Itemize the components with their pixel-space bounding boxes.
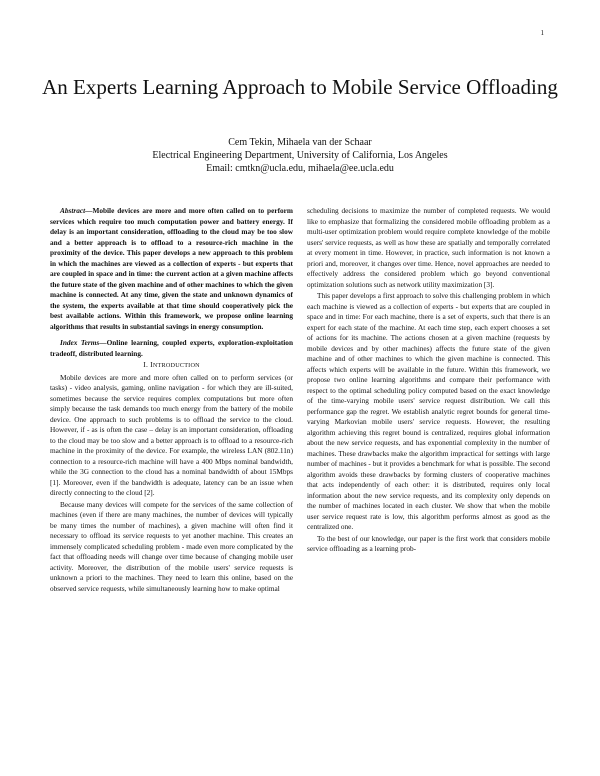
author-email: Email: cmtkn@ucla.edu, mihaela@ee.ucla.edu — [206, 163, 394, 174]
section-title-rest: NTRODUCTION — [152, 362, 200, 369]
body-paragraph: To the best of our knowledge, our paper is the first work that considers mobile service offloading as a learning prob- — [307, 533, 550, 553]
section-heading-introduction — [50, 360, 293, 372]
section-title-initial: I — [150, 360, 153, 369]
abstract — [50, 206, 293, 332]
paper-title: An Experts Learning Approach to Mobile Service Offloading — [42, 75, 558, 99]
body-paragraph: Mobile devices are more and more often called on to perform services (or tasks) - video analysis, gaming, online navigation - for which they are ill-suited, sometimes because the service requires complex computations but more often simply because the task demands too much energy from the battery of the mobile device. One approach to such problems is to offload the service to the cloud. However, if - as is often the case – delay is an important consideration, offloading to the cloud may be too slow and a better approach is to offload to a resource-rich machine in the proximity of the device. For example, the wireless LAN (802.11n) connection to a resource-rich machine will have a 400 Mbps nominal bandwidth, while the 3G connection to the cloud has a nominal bandwidth of about 15Mbps [1]. Moreover, even if the bandwidth is adequate, latency can be an issue when directly connecting to the cloud [2]. — [50, 372, 293, 497]
index-terms — [50, 338, 293, 359]
author-affiliation: Electrical Engineering Department, University of California, Los Angeles — [152, 150, 448, 161]
body-paragraph: Because many devices will compete for the services of the same collection of machines (even if there are many machines, the number of devices will typically be many times the number of machines), a given machine will often find it necessary to offload its service requests to yet another machine. This creates an immensely complicated scheduling problem - made even more complicated by the fact that offloading needs will change over time because of changing mobile user activity. Moreover, the distribution of the mobile users' service requests is unknown a priori to the machines. They need to learn this online, based on the observed service requests, while simultaneously learning how to make optimal — [50, 499, 293, 593]
author-block — [40, 136, 560, 175]
index-terms-text: —Online learning, coupled experts, exploration-exploitation tradeoff, distributed learning. — [50, 338, 294, 358]
index-terms-label: Index Terms — [60, 338, 100, 347]
body-paragraph: This paper develops a first approach to solve this challenging problem in which each machine is viewed as a collection of experts - but experts that are coupled in space and in time: For each machine, there is a set of experts, such that there is an expert for each state of the machine. At each time step, each expert chooses a set of actions for its machine. The actions chosen at a given machine (requests by mobile devices and by other machines) affects the future state of the given machine and of other machines to which the given machine is connected. This affects which experts will be available in the future. Within this framework, we propose two online learning algorithms and compare their performance with respect to the optimal scheduling policy computed based on the exact knowledge of the time-varying mobile users' service request distribution. We call this performance gap the regret. We establish analytic regret bounds for general time-varying Markovian mobile users' service requests. However, the resulting algorithm achieving this regret bound is centralized, requires global information about the new service requests, and has exponential complexity in the number of machines. These drawbacks make the algorithm impractical for settings with large number of machines - but it provides a benchmark for what is possible. The second algorithm avoids these drawbacks by forming clusters of cooperative machines that acts independently of each other: it is distributed, requires only local information about the new service requests, and its complexity only depends on the number of machines located in each cluster. We show that when the mobile user service request rate is low, this algorithm performs almost as good as the centralized one. — [307, 291, 550, 531]
left-column — [50, 206, 293, 594]
author-names: Cem Tekin, Mihaela van der Schaar — [228, 137, 372, 148]
abstract-label: Abstract — [60, 206, 86, 215]
section-number: I. — [143, 360, 149, 369]
right-column — [307, 206, 550, 555]
abstract-text: —Mobile devices are more and more often called on to perform services which require too much computation power and battery energy. If delay is an important consideration, offloading to the cloud may be too slow and a better approach is to offload to a resource-rich machine in the proximity of the device. This paper develops a new approach to this problem in which the machines are viewed as a collection of experts - but experts that are coupled in space and in time: the current action at a given machine affects the future state of the given machine and of other machines to which the given machine is connected. At any time, given the state and unknown dynamics of the system, the experts available at that time should cooperatively pick the best available actions. Within this framework, we propose online learning algorithms that results in substantial savings in energy consumption. — [50, 206, 293, 331]
body-paragraph: scheduling decisions to maximize the number of completed requests. We would like to emphasize that formalizing the considered mobile offloading problem as a multi-user optimization problem would require complete knowledge of the mobile users' service requests, as well as how these are spatially and temporally correlated at every moment in time. However, in practice, such information is not known a priori and, moreover, it changes over time. Hence, novel approaches are needed to effectively address the considered problem which go beyond conventional optimization solutions such as network utility maximization [3]. — [307, 206, 550, 289]
page-number: 1 — [540, 29, 544, 37]
